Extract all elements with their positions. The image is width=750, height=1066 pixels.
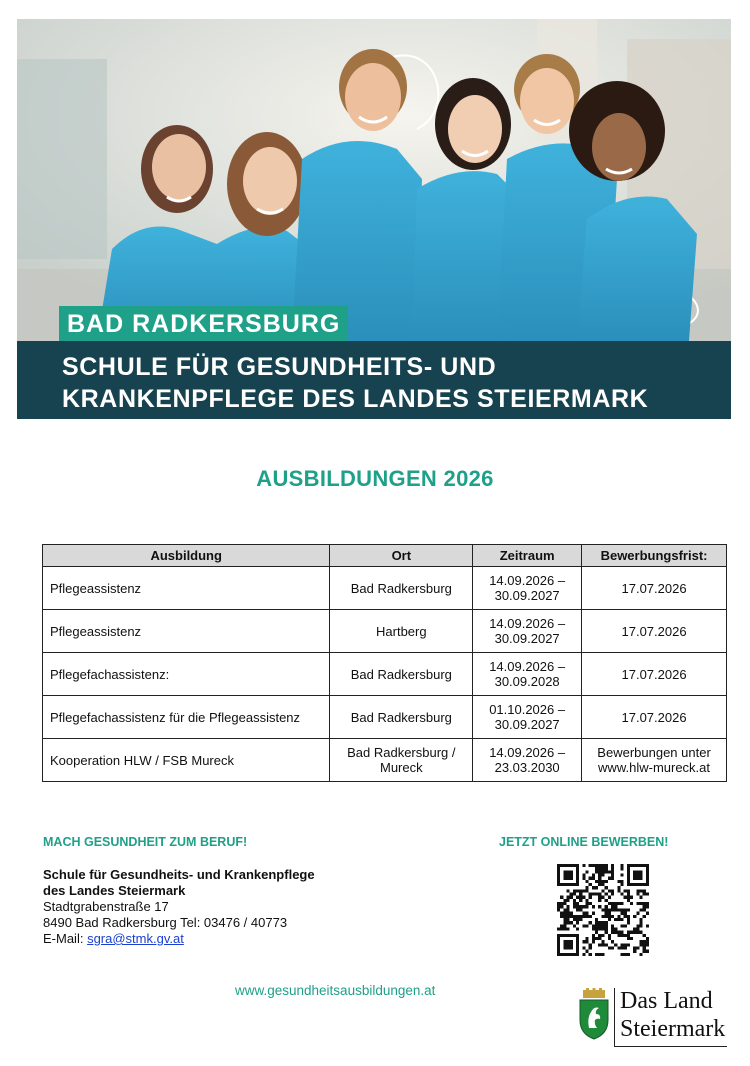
cell-zeitraum — [473, 696, 582, 739]
cell-ort: Bad Radkersburg — [330, 567, 473, 610]
zeitraum-start: 14.09.2026 – — [489, 573, 566, 588]
cell-ausbildung: Pflegefachassistenz: — [43, 653, 330, 696]
cell-zeitraum — [473, 610, 582, 653]
cell-ort: Bad Radkersburg — [330, 696, 473, 739]
school-title-line-2: KRANKENPFLEGE DES LANDES STEIERMARK — [62, 385, 649, 413]
zeitraum-end: 30.09.2027 — [494, 717, 560, 732]
cell-frist — [582, 567, 727, 610]
school-title-line-1: SCHULE FÜR GESUNDHEITS- UND — [62, 353, 497, 381]
column-header-bewerbungsfrist: Bewerbungsfrist: — [582, 545, 727, 567]
cell-zeitraum — [473, 567, 582, 610]
email-label: E-Mail: — [43, 931, 88, 946]
nursing-students-photo — [17, 19, 731, 341]
logo-line-1: Das Land — [620, 988, 713, 1014]
table-row — [43, 610, 727, 653]
cell-frist — [582, 739, 727, 782]
styrian-coat-of-arms-icon — [577, 988, 611, 1040]
zeitraum-end: 30.09.2028 — [494, 674, 560, 689]
logo-line-2: Steiermark — [620, 1016, 726, 1042]
city-phone: 8490 Bad Radkersburg Tel: 03476 / 40773 — [43, 915, 288, 930]
courses-table — [42, 544, 727, 782]
frist-line-2: www.hlw-mureck.at — [598, 760, 711, 775]
zeitraum-end: 23.03.2030 — [494, 760, 560, 775]
zeitraum-start: 14.09.2026 – — [489, 616, 566, 631]
column-header-ort: Ort — [330, 545, 473, 567]
zeitraum-start: 14.09.2026 – — [489, 659, 566, 674]
table-row — [43, 567, 727, 610]
table-row — [43, 653, 727, 696]
table-row — [43, 696, 727, 739]
school-address — [43, 867, 315, 947]
cell-frist — [582, 696, 727, 739]
email-link[interactable]: sgra@stmk.gv.at — [87, 931, 184, 946]
zeitraum-end: 30.09.2027 — [494, 588, 560, 603]
frist-line-1: 17.07.2026 — [621, 580, 687, 596]
column-header-ausbildung: Ausbildung — [43, 545, 330, 567]
cell-frist — [582, 653, 727, 696]
cell-ausbildung: Kooperation HLW / FSB Mureck — [43, 739, 330, 782]
frist-line-1: 17.07.2026 — [621, 666, 687, 682]
school-name-line-2: des Landes Steiermark — [43, 883, 186, 898]
email-row — [43, 931, 315, 947]
table-header-row — [43, 545, 727, 567]
das-land-steiermark-logo — [577, 988, 729, 1050]
column-header-zeitraum: Zeitraum — [473, 545, 582, 567]
section-heading: AUSBILDUNGEN 2026 — [256, 466, 494, 491]
cell-ausbildung: Pflegeassistenz — [43, 610, 330, 653]
hero-banner — [17, 19, 731, 419]
cell-ausbildung: Pflegefachassistenz für die Pflegeassistenz — [43, 696, 330, 739]
school-name-line-1: Schule für Gesundheits- und Krankenpflege — [43, 867, 315, 882]
qr-code-icon[interactable] — [557, 864, 649, 956]
zeitraum-start: 01.10.2026 – — [489, 702, 566, 717]
slogan-right: JETZT ONLINE BEWERBEN! — [499, 835, 669, 849]
table-row — [43, 739, 727, 782]
cell-ort: Bad Radkersburg / Mureck — [330, 739, 473, 782]
website-link[interactable]: www.gesundheitsausbildungen.at — [235, 983, 436, 998]
cell-ausbildung: Pflegeassistenz — [43, 567, 330, 610]
frist-line-1: Bewerbungen unter — [597, 745, 711, 760]
cell-zeitraum — [473, 739, 582, 782]
slogan-left: MACH GESUNDHEIT ZUM BERUF! — [43, 835, 248, 849]
zeitraum-start: 14.09.2026 – — [489, 745, 566, 760]
frist-line-1: 17.07.2026 — [621, 709, 687, 725]
school-title-band — [17, 341, 731, 419]
street-address: Stadtgrabenstraße 17 — [43, 899, 169, 914]
zeitraum-end: 30.09.2027 — [494, 631, 560, 646]
cell-frist — [582, 610, 727, 653]
location-label: BAD RADKERSBURG — [59, 306, 348, 342]
cell-ort: Hartberg — [330, 610, 473, 653]
logo-wordmark — [614, 988, 727, 1047]
cell-zeitraum — [473, 653, 582, 696]
frist-line-1: 17.07.2026 — [621, 623, 687, 639]
cell-ort: Bad Radkersburg — [330, 653, 473, 696]
